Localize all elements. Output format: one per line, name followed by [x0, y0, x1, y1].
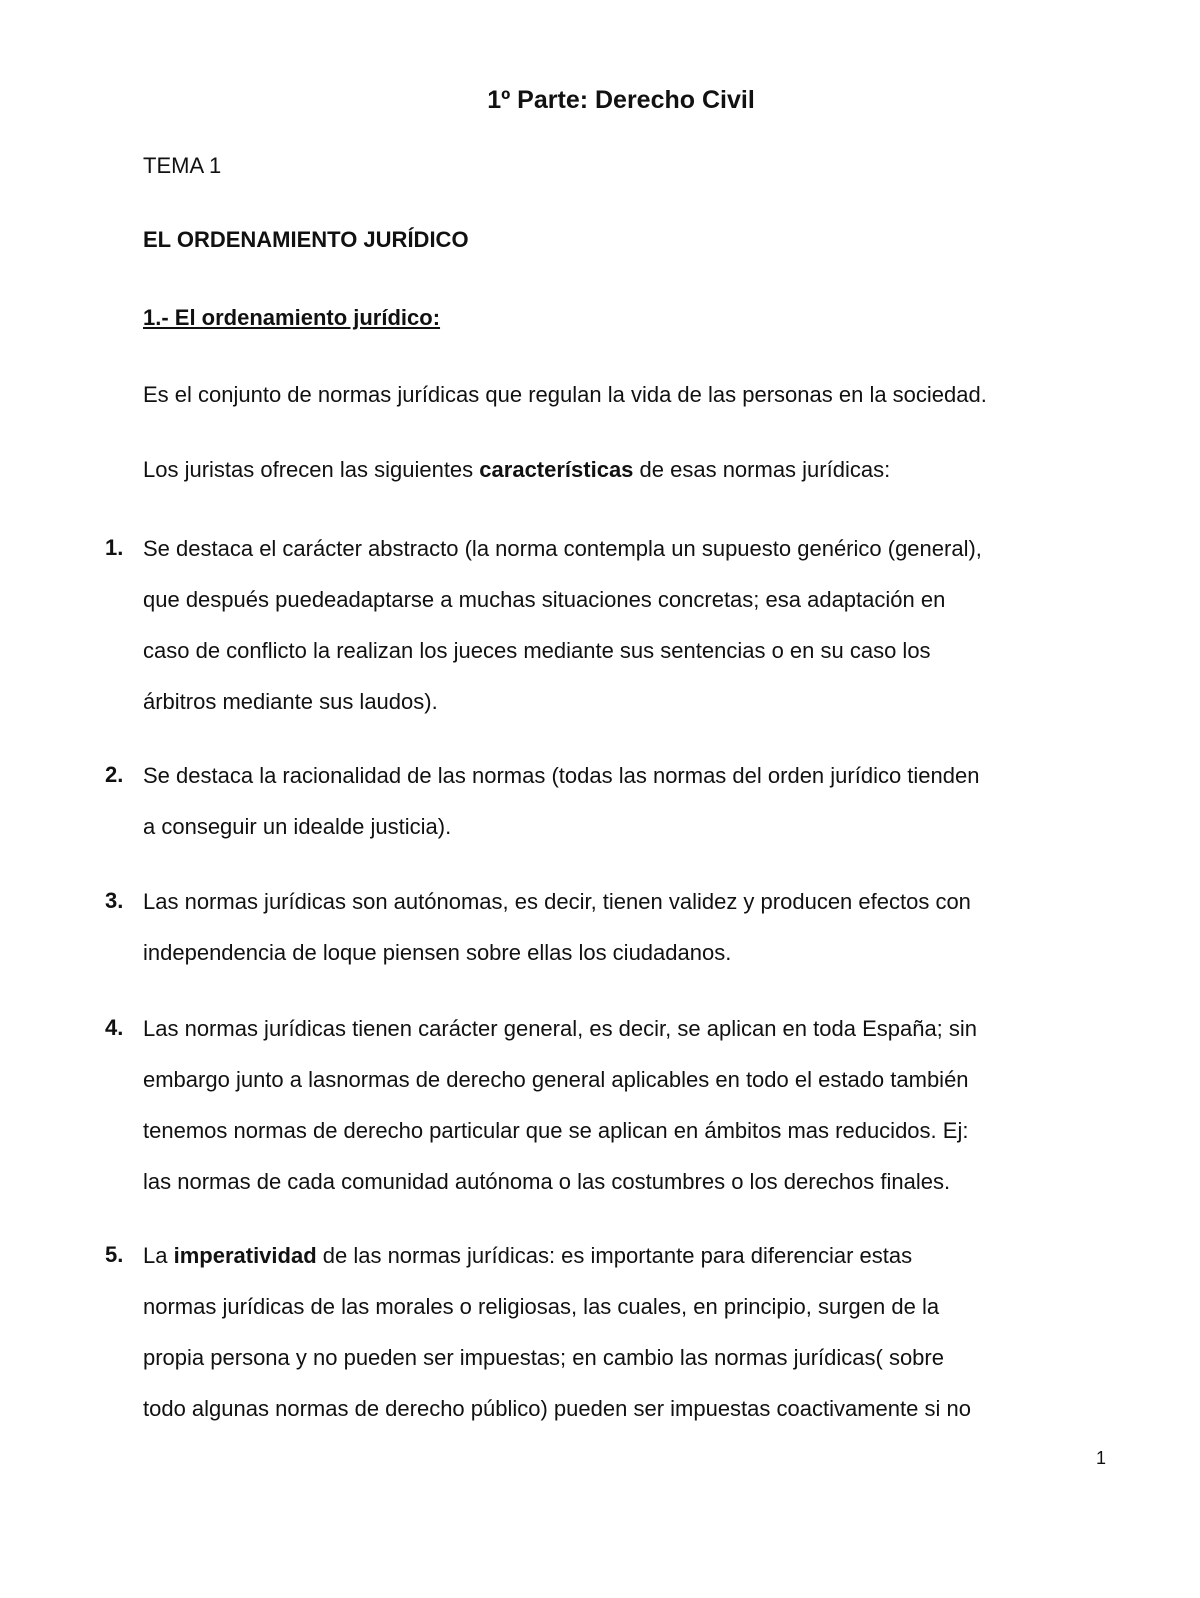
list-item-text: Se destaca la racionalidad de las normas (todas las normas del orden jurídico tienden a conseguir un idealde justicia).: [143, 763, 980, 839]
characteristics-lead-bold: características: [479, 457, 634, 482]
list-item-number: 3.: [105, 888, 124, 913]
list-item-number: 2.: [105, 762, 124, 787]
list-item-text: [143, 1230, 1123, 1434]
list-item-text: Las normas jurídicas tienen carácter general, es decir, se aplican en toda España; sin embargo junto a lasnormas de derecho general aplicables en todo el estado también tenemos normas de derecho particular que se aplican en ámbitos mas reducidos. Ej: las normas de cada comunidad autónoma o las costumbres o los derechos finales.: [143, 1016, 978, 1194]
intro-sentence: Es el conjunto de normas jurídicas que regulan la vida de las personas en la sociedad.: [143, 382, 987, 407]
list-item-text: Se destaca el carácter abstracto (la norma contempla un supuesto genérico (general), que después puedeadaptarse a muchas situaciones concretas; esa adaptación en caso de conflicto la realizan los jueces mediante sus sentencias o en su caso los árbitros mediante sus laudos).: [143, 536, 982, 714]
section-title: 1.- El ordenamiento jurídico:: [143, 305, 441, 330]
list-item-number: 5.: [105, 1242, 124, 1267]
characteristics-lead: [143, 455, 890, 485]
list-item-text: Las normas jurídicas son autónomas, es decir, tienen validez y producen efectos con independencia de loque piensen sobre ellas los ciudadanos.: [143, 889, 971, 965]
page-number: 1: [1095, 1448, 1106, 1468]
tema-label: TEMA 1: [143, 153, 222, 178]
chapter-heading: EL ORDENAMIENTO JURÍDICO: [143, 227, 469, 252]
list-item-number: 1.: [105, 535, 124, 560]
list-item-text-after: de las normas jurídicas: es importante para diferenciar estas normas jurídicas de las morales o religiosas, las cuales, en principio, surgen de la propia persona y no pueden ser impuestas; en cambio las normas jurídicas( sobre todo algunas normas de derecho público) pueden ser impuestas coactivamente si no: [143, 1243, 971, 1421]
list-item-number: 4.: [105, 1015, 124, 1040]
document-title: 1º Parte: Derecho Civil: [487, 86, 755, 114]
list-item-text-bold: imperatividad: [173, 1243, 317, 1268]
characteristics-lead-before: Los juristas ofrecen las siguientes: [143, 457, 480, 482]
characteristics-lead-after: de esas normas jurídicas:: [633, 457, 891, 482]
list-item-text-before: La: [143, 1243, 174, 1268]
